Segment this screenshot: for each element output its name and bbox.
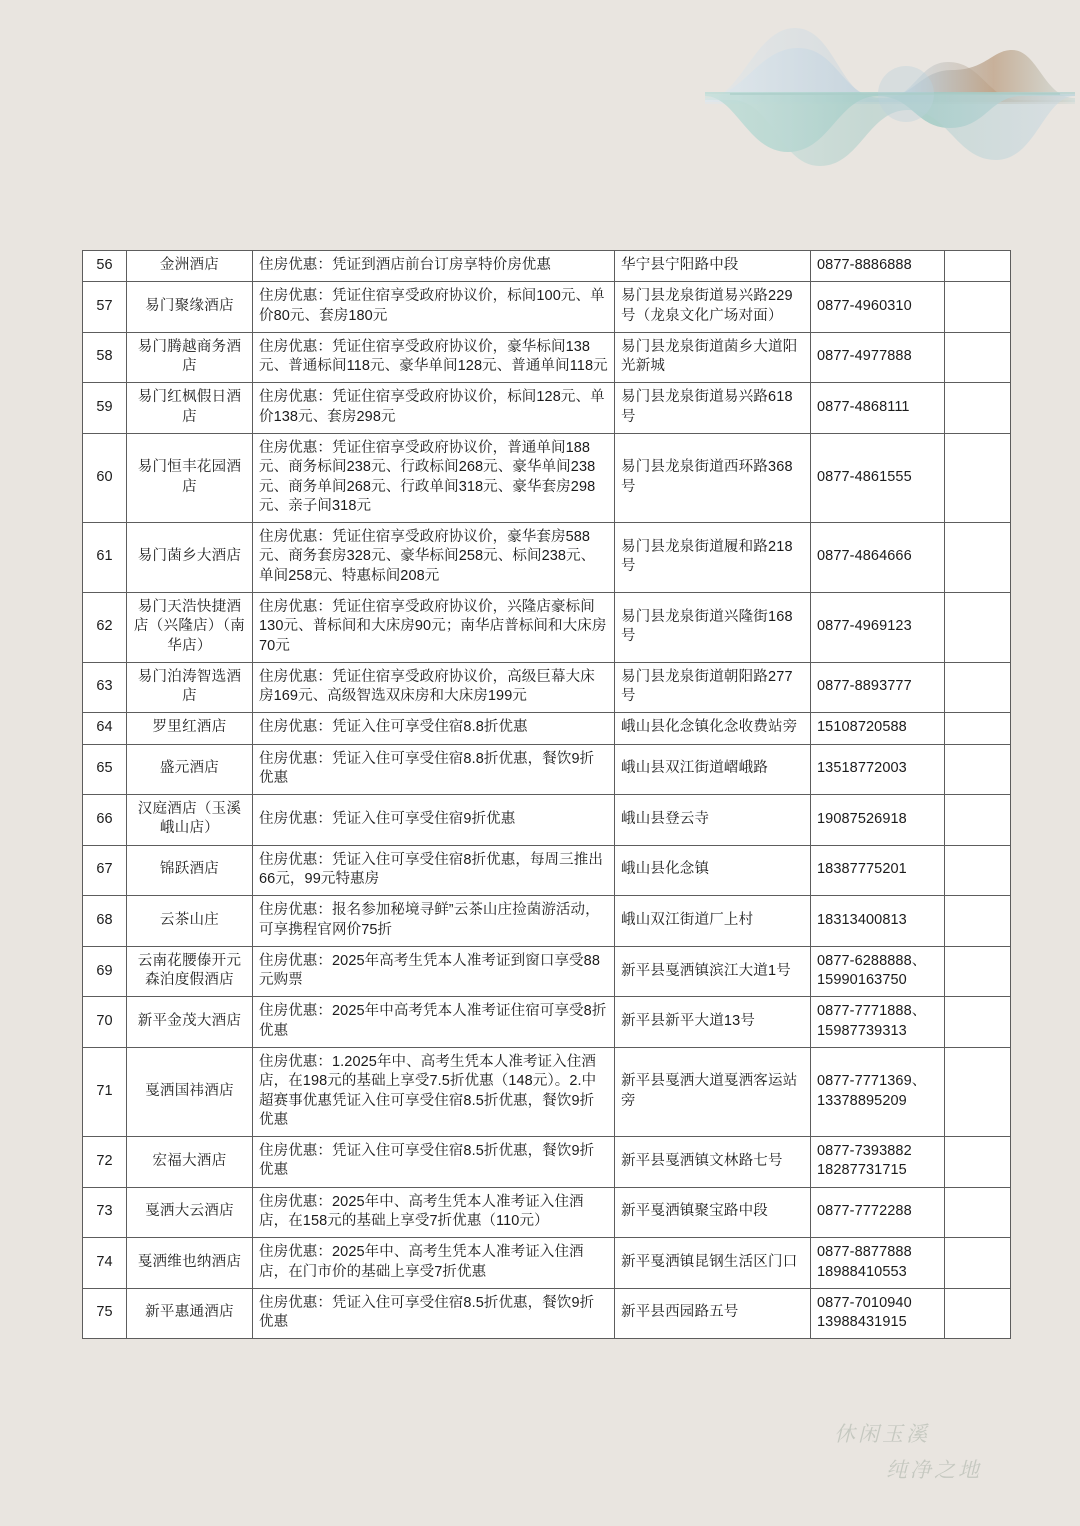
remarks-cell (945, 1187, 1011, 1238)
row-index: 60 (83, 433, 127, 522)
row-index: 57 (83, 282, 127, 333)
hotel-name: 宏福大酒店 (127, 1137, 253, 1188)
remarks-cell (945, 282, 1011, 333)
table-row (83, 795, 1011, 846)
remarks-cell (945, 1288, 1011, 1339)
offer-description: 住房优惠：1.2025年中、高考生凭本人准考证入住酒店，在198元的基础上享受7.5折优惠（148元）。2.中超赛事优惠凭证入住可享受住宿8.5折优惠，餐饮9折优惠 (253, 1048, 615, 1137)
offer-description: 住房优惠：报名参加秘境寻鲜”云茶山庄捡菌游活动，可享携程官网价75折 (253, 896, 615, 947)
contact-phone: 0877-8886888 (811, 251, 945, 282)
table-row (83, 592, 1011, 662)
hotel-name: 戛洒维也纳酒店 (127, 1238, 253, 1289)
hotel-name: 易门聚缘酒店 (127, 282, 253, 333)
row-index: 71 (83, 1048, 127, 1137)
hotel-name: 汉庭酒店（玉溪峨山店） (127, 795, 253, 846)
row-index: 61 (83, 523, 127, 593)
hotel-name: 戛洒国祎酒店 (127, 1048, 253, 1137)
remarks-cell (945, 251, 1011, 282)
remarks-cell (945, 997, 1011, 1048)
hotel-address: 新平戛洒镇聚宝路中段 (615, 1187, 811, 1238)
row-index: 73 (83, 1187, 127, 1238)
table-body (83, 251, 1011, 1339)
offer-description: 住房优惠：凭证入住可享受住宿9折优惠 (253, 795, 615, 846)
row-index: 74 (83, 1238, 127, 1289)
row-index: 75 (83, 1288, 127, 1339)
offer-description: 住房优惠：凭证住宿享受政府协议价，豪华标间138元、普通标间118元、豪华单间128元、普通单间118元 (253, 332, 615, 383)
hotel-name: 锦跃酒店 (127, 845, 253, 896)
hotel-address: 易门县龙泉街道菌乡大道阳光新城 (615, 332, 811, 383)
row-index: 69 (83, 946, 127, 997)
row-index: 56 (83, 251, 127, 282)
hotel-address: 峨山县化念镇化念收费站旁 (615, 713, 811, 744)
watermark-line-2: 纯净之地 (886, 1458, 982, 1482)
hotel-address: 新平县新平大道13号 (615, 997, 811, 1048)
remarks-cell (945, 592, 1011, 662)
table-row (83, 332, 1011, 383)
offer-description: 住房优惠：凭证到酒店前台订房享特价房优惠 (253, 251, 615, 282)
contact-phone: 15108720588 (811, 713, 945, 744)
hotel-address: 新平县戛洒大道戛洒客运站旁 (615, 1048, 811, 1137)
hotel-address: 易门县龙泉街道西环路368号 (615, 433, 811, 522)
remarks-cell (945, 946, 1011, 997)
hotel-address: 易门县龙泉街道兴隆街168号 (615, 592, 811, 662)
remarks-cell (945, 795, 1011, 846)
table-row (83, 662, 1011, 713)
table-row (83, 251, 1011, 282)
hotel-name: 易门腾越商务酒店 (127, 332, 253, 383)
table-row (83, 1187, 1011, 1238)
offer-description: 住房优惠：凭证入住可享受住宿8.5折优惠，餐饮9折优惠 (253, 1137, 615, 1188)
remarks-cell (945, 1048, 1011, 1137)
contact-phone: 0877-4868111 (811, 383, 945, 434)
row-index: 66 (83, 795, 127, 846)
offer-description: 住房优惠：凭证入住可享受住宿8.8折优惠，餐饮9折优惠 (253, 744, 615, 795)
contact-phone: 0877-7393882 18287731715 (811, 1137, 945, 1188)
row-index: 58 (83, 332, 127, 383)
table-row (83, 1137, 1011, 1188)
contact-phone: 13518772003 (811, 744, 945, 795)
offer-description: 住房优惠：凭证入住可享受住宿8折优惠，每周三推出66元，99元特惠房 (253, 845, 615, 896)
table-row (83, 433, 1011, 522)
hotel-address: 峨山县化念镇 (615, 845, 811, 896)
watermark-line-1: 休闲玉溪 (834, 1422, 930, 1446)
hotel-address: 华宁县宁阳路中段 (615, 251, 811, 282)
row-index: 62 (83, 592, 127, 662)
contact-phone: 0877-4977888 (811, 332, 945, 383)
hotel-name: 易门天浩快捷酒店（兴隆店）（南华店） (127, 592, 253, 662)
table-row (83, 744, 1011, 795)
hotel-name: 戛洒大云酒店 (127, 1187, 253, 1238)
offer-description: 住房优惠：凭证入住可享受住宿8.8折优惠 (253, 713, 615, 744)
table-row (83, 1288, 1011, 1339)
row-index: 67 (83, 845, 127, 896)
offers-table-container (82, 250, 1010, 1339)
remarks-cell (945, 713, 1011, 744)
hotel-address: 新平县西园路五号 (615, 1288, 811, 1339)
hotel-address: 新平戛洒镇昆钢生活区门口 (615, 1238, 811, 1289)
contact-phone: 0877-4864666 (811, 523, 945, 593)
hotel-address: 峨山县登云寺 (615, 795, 811, 846)
offer-description: 住房优惠：凭证住宿享受政府协议价，高级巨幕大床房169元、高级智选双床房和大床房199元 (253, 662, 615, 713)
hotel-name: 易门红枫假日酒店 (127, 383, 253, 434)
contact-phone: 19087526918 (811, 795, 945, 846)
row-index: 70 (83, 997, 127, 1048)
remarks-cell (945, 662, 1011, 713)
table-row (83, 282, 1011, 333)
contact-phone: 0877-6288888、 15990163750 (811, 946, 945, 997)
hotel-address: 易门县龙泉街道易兴路618号 (615, 383, 811, 434)
contact-phone: 0877-7771888、 15987739313 (811, 997, 945, 1048)
table-row (83, 713, 1011, 744)
hotel-address: 易门县龙泉街道易兴路229号（龙泉文化广场对面） (615, 282, 811, 333)
offer-description: 住房优惠：凭证入住可享受住宿8.5折优惠，餐饮9折优惠 (253, 1288, 615, 1339)
offer-description: 住房优惠：2025年高考生凭本人准考证到窗口享受88元购票 (253, 946, 615, 997)
remarks-cell (945, 523, 1011, 593)
offer-description: 住房优惠：凭证住宿享受政府协议价，兴隆店豪标间130元、普标间和大床房90元；南华店普标间和大床房70元 (253, 592, 615, 662)
hotel-address: 易门县龙泉街道履和路218号 (615, 523, 811, 593)
offer-description: 住房优惠：凭证住宿享受政府协议价，普通单间188元、商务标间238元、行政标间268元、豪华单间238元、商务单间268元、行政单间318元、豪华套房298元、亲子间318元 (253, 433, 615, 522)
remarks-cell (945, 383, 1011, 434)
row-index: 68 (83, 896, 127, 947)
remarks-cell (945, 744, 1011, 795)
contact-phone: 0877-4969123 (811, 592, 945, 662)
hotel-name: 罗里红酒店 (127, 713, 253, 744)
contact-phone: 0877-4960310 (811, 282, 945, 333)
contact-phone: 18387775201 (811, 845, 945, 896)
hotel-name: 易门泊涛智选酒店 (127, 662, 253, 713)
hotel-address: 易门县龙泉街道朝阳路277号 (615, 662, 811, 713)
row-index: 59 (83, 383, 127, 434)
remarks-cell (945, 1137, 1011, 1188)
contact-phone: 0877-7010940 13988431915 (811, 1288, 945, 1339)
hotel-address: 新平县戛洒镇滨江大道1号 (615, 946, 811, 997)
hotel-name: 新平惠通酒店 (127, 1288, 253, 1339)
row-index: 72 (83, 1137, 127, 1188)
row-index: 64 (83, 713, 127, 744)
contact-phone: 18313400813 (811, 896, 945, 947)
contact-phone: 0877-7772288 (811, 1187, 945, 1238)
table-row (83, 896, 1011, 947)
row-index: 65 (83, 744, 127, 795)
hotel-name: 云茶山庄 (127, 896, 253, 947)
row-index: 63 (83, 662, 127, 713)
footer-watermark (834, 1418, 1024, 1492)
remarks-cell (945, 1238, 1011, 1289)
hotel-offers-table (82, 250, 1011, 1339)
hotel-name: 新平金茂大酒店 (127, 997, 253, 1048)
hotel-address: 峨山双江街道厂上村 (615, 896, 811, 947)
remarks-cell (945, 433, 1011, 522)
hotel-name: 金洲酒店 (127, 251, 253, 282)
hotel-name: 易门恒丰花园酒店 (127, 433, 253, 522)
remarks-cell (945, 332, 1011, 383)
table-row (83, 383, 1011, 434)
table-row (83, 845, 1011, 896)
table-row (83, 1048, 1011, 1137)
table-row (83, 523, 1011, 593)
header-wave-graphic (700, 0, 1080, 190)
offer-description: 住房优惠：凭证住宿享受政府协议价，标间128元、单价138元、套房298元 (253, 383, 615, 434)
hotel-name: 易门菌乡大酒店 (127, 523, 253, 593)
contact-phone: 0877-4861555 (811, 433, 945, 522)
hotel-name: 盛元酒店 (127, 744, 253, 795)
contact-phone: 0877-8893777 (811, 662, 945, 713)
hotel-address: 新平县戛洒镇文林路七号 (615, 1137, 811, 1188)
contact-phone: 0877-8877888 18988410553 (811, 1238, 945, 1289)
table-row (83, 1238, 1011, 1289)
offer-description: 住房优惠：2025年中、高考生凭本人准考证入住酒店，在门市价的基础上享受7折优惠 (253, 1238, 615, 1289)
offer-description: 住房优惠：2025年中高考凭本人准考证住宿可享受8折优惠 (253, 997, 615, 1048)
hotel-address: 峨山县双江街道嶍峨路 (615, 744, 811, 795)
hotel-name: 云南花腰傣开元森泊度假酒店 (127, 946, 253, 997)
offer-description: 住房优惠：凭证住宿享受政府协议价，标间100元、单价80元、套房180元 (253, 282, 615, 333)
table-row (83, 946, 1011, 997)
offer-description: 住房优惠：2025年中、高考生凭本人准考证入住酒店，在158元的基础上享受7折优惠（110元） (253, 1187, 615, 1238)
remarks-cell (945, 845, 1011, 896)
offer-description: 住房优惠：凭证住宿享受政府协议价，豪华套房588元、商务套房328元、豪华标间258元、标间238元、单间258元、特惠标间208元 (253, 523, 615, 593)
remarks-cell (945, 896, 1011, 947)
table-row (83, 997, 1011, 1048)
contact-phone: 0877-7771369、 13378895209 (811, 1048, 945, 1137)
